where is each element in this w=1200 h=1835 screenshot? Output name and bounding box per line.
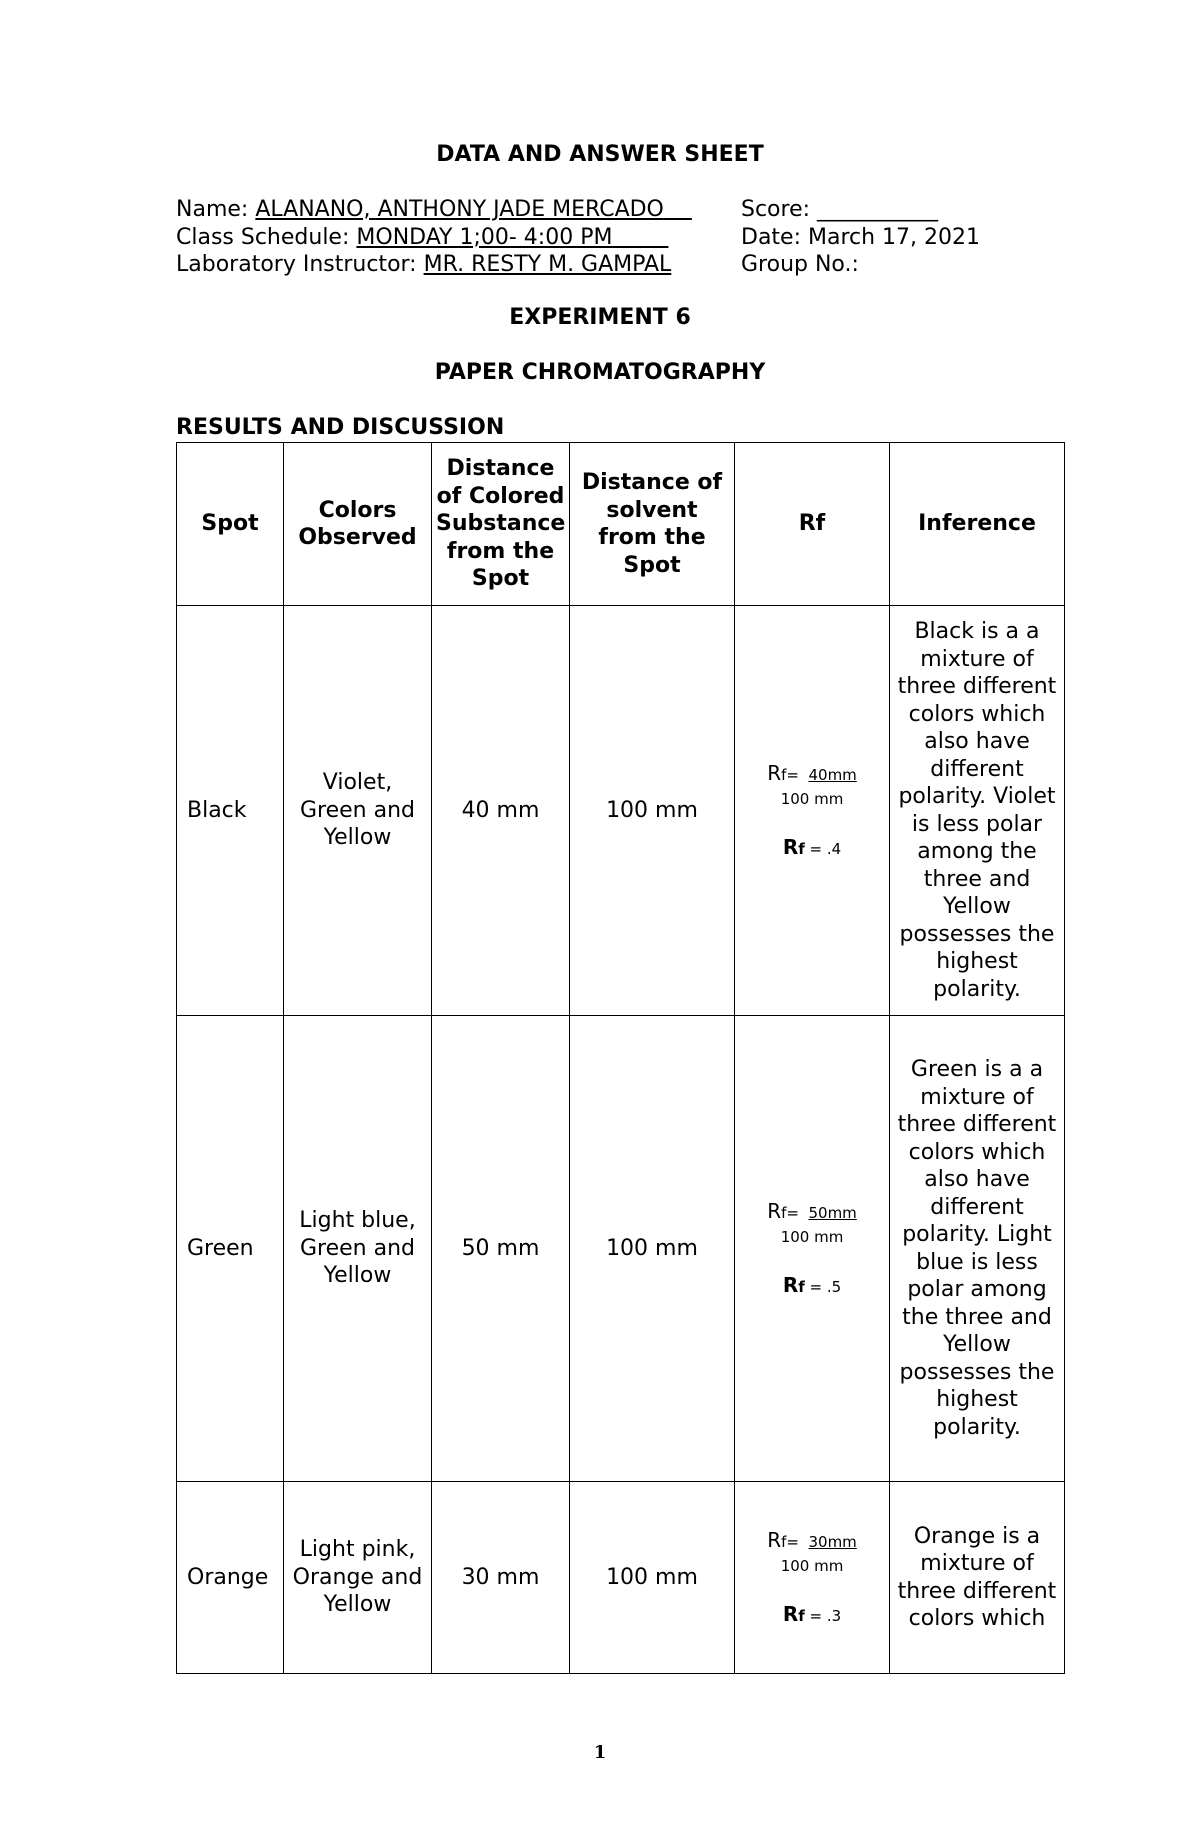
score-value: ___________ (817, 197, 939, 222)
rf-value: .5 (826, 1277, 842, 1296)
experiment-number: EXPERIMENT 6 (509, 305, 691, 330)
rf-formula: Rf= 50mm 100 mm Rf = .5 (739, 1199, 885, 1299)
header-distance-solvent: Distance of solvent from the Spot (570, 443, 735, 606)
info-line-instructor (176, 251, 859, 279)
header-inference: Inference (890, 443, 1065, 606)
rf-numerator: 40mm (808, 765, 857, 784)
rf-denominator: 100 mm (780, 1556, 844, 1575)
score-label: Score: (741, 197, 811, 222)
results-table (176, 442, 1065, 1674)
group-field (741, 251, 859, 279)
instructor-value: MR. RESTY M. GAMPAL (423, 252, 672, 277)
rf-denominator: 100 mm (780, 789, 844, 808)
rf-numerator: 30mm (808, 1532, 857, 1551)
header-rf: Rf (735, 443, 890, 606)
cell-spot: Green (177, 1016, 284, 1482)
date-label: Date: (741, 225, 801, 250)
sheet-title: DATA AND ANSWER SHEET (436, 142, 764, 167)
rf-formula: Rf= 40mm 100 mm Rf = .4 (739, 761, 885, 861)
table-row (177, 606, 1065, 1016)
cell-inference: Black is a a mixture of three different colors which also have different polarity. Violet is less polar among the three and Yellow possesses the highest polarity. (890, 606, 1065, 1016)
cell-colors: Light pink, Orange and Yellow (284, 1482, 432, 1674)
cell-distance-colored: 40 mm (432, 606, 570, 1016)
cell-rf (735, 1482, 890, 1674)
cell-inference: Orange is a mixture of three different colors which (890, 1482, 1065, 1674)
cell-spot: Orange (177, 1482, 284, 1674)
cell-colors: Light blue, Green and Yellow (284, 1016, 432, 1482)
date-field (741, 224, 980, 252)
rf-value: .3 (826, 1606, 842, 1625)
instructor-label: Laboratory Instructor: (176, 252, 417, 277)
date-value: March 17, 2021 (808, 225, 981, 250)
info-line-name (176, 196, 939, 224)
cell-distance-solvent: 100 mm (570, 1482, 735, 1674)
group-label: Group No.: (741, 252, 859, 277)
header-distance-colored: Distance of Colored Substance from the Spot (432, 443, 570, 606)
section-title: RESULTS AND DISCUSSION (176, 415, 505, 440)
schedule-value: MONDAY 1;00- 4:00 PM (356, 225, 613, 250)
schedule-label: Class Schedule: (176, 225, 350, 250)
table-header-row (177, 443, 1065, 606)
cell-distance-solvent: 100 mm (570, 606, 735, 1016)
score-field (741, 196, 938, 224)
experiment-title: PAPER CHROMATOGRAPHY (434, 360, 766, 385)
rf-denominator: 100 mm (780, 1227, 844, 1246)
rf-formula: Rf= 30mm 100 mm Rf = .3 (739, 1528, 885, 1628)
cell-rf (735, 606, 890, 1016)
name-value: ALANANO, ANTHONY JADE MERCADO (255, 197, 664, 222)
cell-inference: Green is a a mixture of three different colors which also have different polarity. Light blue is less polar among the three and Yellow possesses the highest polarity. (890, 1016, 1065, 1482)
header-spot: Spot (177, 443, 284, 606)
info-line-schedule (176, 224, 981, 252)
rf-numerator: 50mm (808, 1203, 857, 1222)
table-row (177, 1016, 1065, 1482)
cell-distance-colored: 30 mm (432, 1482, 570, 1674)
header-colors: Colors Observed (284, 443, 432, 606)
cell-colors: Violet, Green and Yellow (284, 606, 432, 1016)
page-number: 1 (593, 1742, 607, 1763)
name-label: Name: (176, 197, 249, 222)
rf-value: .4 (826, 839, 842, 858)
table-row (177, 1482, 1065, 1674)
cell-spot: Black (177, 606, 284, 1016)
cell-distance-colored: 50 mm (432, 1016, 570, 1482)
cell-rf (735, 1016, 890, 1482)
cell-distance-solvent: 100 mm (570, 1016, 735, 1482)
